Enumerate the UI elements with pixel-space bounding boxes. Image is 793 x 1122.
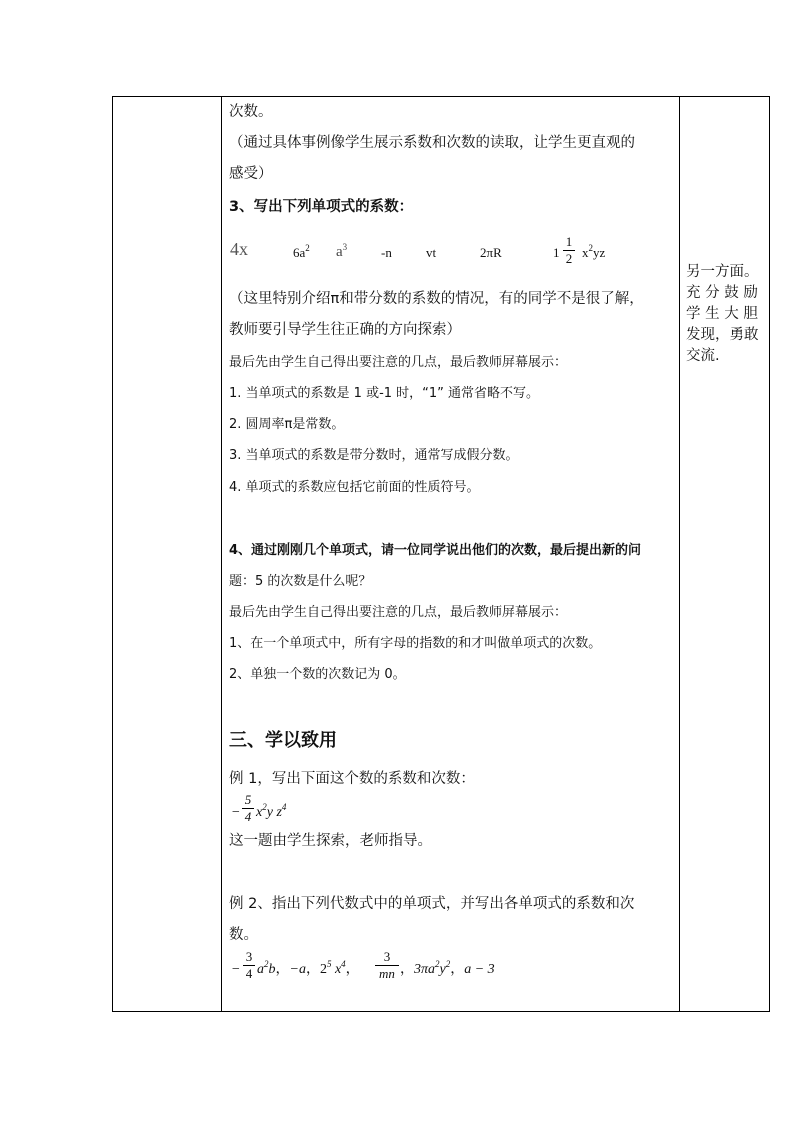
ex2-term5-y: y: [439, 962, 446, 977]
example-1: 例 1，写出下面这个数的系数和次数：: [229, 771, 475, 787]
monomial-4x: 4x: [230, 239, 248, 259]
ex2-term1-a: a: [257, 962, 264, 977]
ex2-sep5: ，: [450, 962, 465, 977]
ex2-term1-fraction: [243, 950, 255, 981]
monomial-a3: [336, 243, 347, 261]
table-bottom-border: [112, 1011, 770, 1012]
monomial-6a2: [293, 244, 310, 262]
ex2-term1-denominator: 4: [245, 966, 253, 981]
var-x: x: [582, 245, 589, 260]
ex2-terms-tail: [400, 961, 495, 979]
note-line-1b: 感受）: [229, 166, 273, 182]
note-line-1a: （通过具体事例像学生展示系数和次数的读取，让学生更直观的: [229, 135, 635, 151]
side-note-line-2: 充 分 鼓 励: [686, 285, 758, 301]
ex2-sep3: ，: [345, 962, 360, 977]
ex2-term3-base-exp: 5: [326, 959, 332, 969]
example-2a: 例 2、指出下列代数式中的单项式，并写出各单项式的系数和次: [229, 896, 635, 912]
ex2-term3-base: 2: [319, 962, 327, 977]
monomial-6a2-base: 6a: [293, 245, 306, 260]
monomial-vt: vt: [426, 245, 437, 260]
point-2-1: 1、在一个单项式中，所有字母的指数的和才叫做单项式的次数。: [229, 636, 602, 651]
summary-intro-1: 最后先由学生自己得出要注意的几点，最后教师屏幕展示：: [229, 355, 568, 370]
ex2-sep4: ，: [400, 962, 414, 977]
question-3: 3、写出下列单项式的系数：: [229, 199, 414, 215]
point-1-1: 1. 当单项式的系数是 1 或-1 时，“1” 通常省略不写。: [229, 386, 540, 401]
ex2-term5-y-exp: 2: [445, 959, 451, 969]
monomial-2piR: 2πR: [480, 245, 502, 260]
ex2-term1-a-exp: 2: [264, 959, 269, 969]
ex2-term4-denominator: mn: [379, 966, 395, 981]
side-note-line-5: 交流.: [686, 348, 720, 364]
side-note: [686, 262, 766, 367]
ex2-term6: a − 3: [464, 962, 495, 977]
section-heading: 三、学以致用: [229, 730, 337, 751]
ex2-term4-fraction: [375, 950, 399, 981]
monomial-mixed-fraction: [563, 235, 575, 266]
monomial-mixed-tail: [582, 244, 605, 262]
ex2-term5-a-exp: 2: [435, 959, 440, 969]
ex1-x-exp: 2: [262, 802, 267, 812]
ex2-terms: [257, 961, 360, 979]
ex2-sep2: ，: [305, 962, 320, 977]
example-1-note: 这一题由学生探索，老师指导。: [229, 833, 432, 849]
ex2-term4-numerator: 3: [383, 949, 391, 964]
side-note-line-1: 另一方面。: [686, 264, 759, 280]
summary-intro-2: 最后先由学生自己得出要注意的几点，最后教师屏幕展示：: [229, 605, 568, 620]
question-4b: 题：5 的次数是什么呢？: [229, 574, 372, 589]
ex1-z: z: [276, 805, 282, 820]
var-yz: yz: [593, 245, 606, 260]
ex2-term5-pre: 3πa: [414, 962, 436, 977]
text-line-top: 次数。: [229, 104, 273, 120]
ex1-fraction-numerator: 5: [244, 792, 252, 807]
point-1-4: 4. 单项式的系数应包括它前面的性质符号。: [229, 480, 480, 495]
ex2-term1-minus: −: [231, 962, 241, 977]
note-line-2a: （这里特别介绍π和带分数的系数的情况，有的同学不是很了解，: [229, 291, 644, 307]
fraction-numerator: 1: [565, 234, 573, 249]
point-2-2: 2、单独一个数的次数记为 0。: [229, 667, 406, 682]
monomial-a3-base: a: [336, 244, 343, 260]
question-4a: [229, 542, 641, 560]
table-right-border: [769, 96, 770, 1012]
ex1-minus: −: [231, 805, 241, 820]
ex2-sep1: ，: [275, 962, 290, 977]
var-x-exp: 2: [588, 243, 593, 253]
example-2b: 数。: [229, 927, 258, 943]
ex2-term2: −a: [289, 962, 306, 977]
ex2-term1-b: b: [268, 962, 276, 977]
ex2-term3-x: x: [334, 962, 342, 977]
ex1-fraction: [242, 793, 254, 824]
ex1-z-exp: 4: [281, 802, 287, 812]
monomial-a3-exp: 3: [342, 242, 348, 252]
point-1-3: 3. 当单项式的系数是带分数时，通常写成假分数。: [229, 448, 519, 463]
monomial-mixed-whole: 1: [553, 245, 560, 260]
monomial-neg-n: -n: [381, 245, 392, 260]
monomial-6a2-exp: 2: [305, 243, 310, 253]
point-1-2: 2. 圆周率π是常数。: [229, 417, 345, 432]
fraction-denominator: 2: [565, 251, 573, 266]
table-col-divider-1: [221, 96, 222, 1012]
table-top-border: [112, 96, 770, 97]
ex1-fraction-denominator: 4: [244, 809, 252, 824]
question-4-text-a: 4、通过刚刚几个单项式，请一位同学说出他们的次数，最后提出新的问: [229, 543, 642, 558]
ex1-variables: [256, 804, 286, 822]
ex2-term1-numerator: 3: [245, 949, 253, 964]
side-note-line-4: 发现，勇敢: [686, 327, 759, 343]
ex2-term3-x-exp: 4: [341, 959, 346, 969]
table-col-divider-2: [679, 96, 680, 1012]
side-note-line-3: 学 生 大 胆: [686, 306, 758, 322]
ex1-y: y: [266, 805, 273, 820]
note-line-2b: 教师要引导学生往正确的方向探索）: [229, 322, 461, 338]
table-left-border: [112, 96, 113, 1012]
ex1-x: x: [256, 805, 263, 820]
